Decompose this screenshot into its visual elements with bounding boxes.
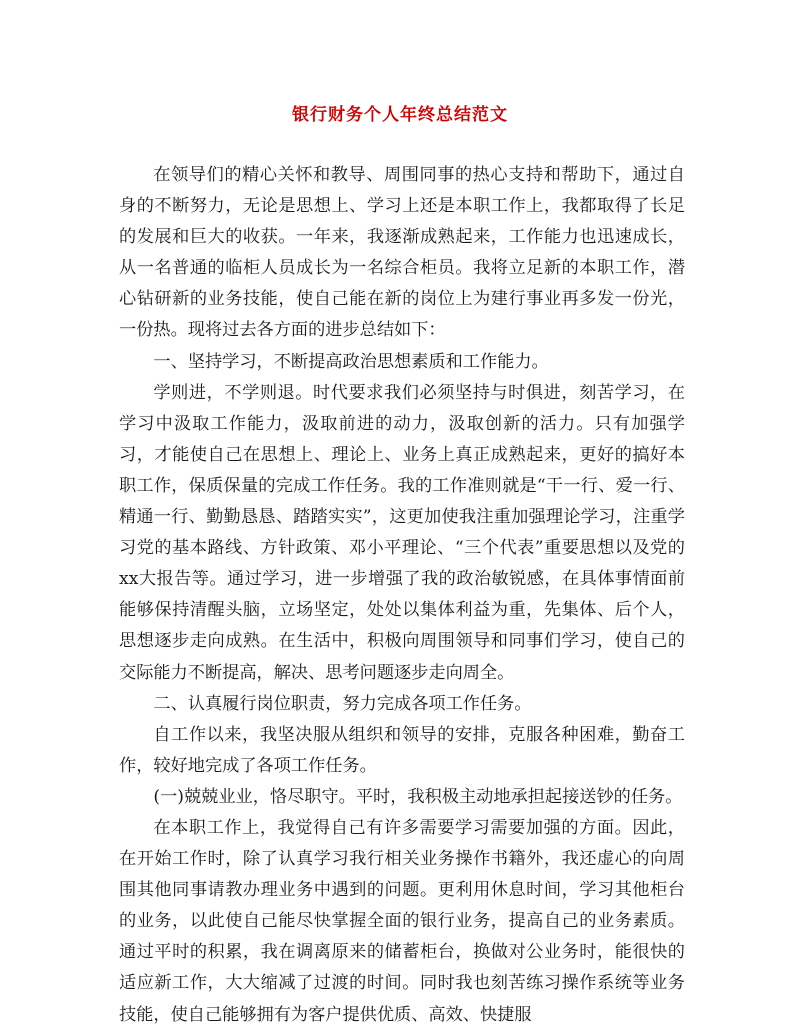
paragraph-duty: 在本职工作上，我觉得自己有许多需要学习需要加强的方面。因此，在开始工作时，除了认真学习我行相关业务操作书籍外，我还虚心的向周围其他同事请教办理业务中遇到的问题。更利用休息时间，学习其他柜台的业务，以此使自己能尽快掌握全面的银行业务，提高自己的业务素质。通过平时的积累，我在调离原来的储蓄柜台，换做对公业务时，能很快的适应新工作，大大缩减了过渡的时间。同时我也刻苦练习操作系统等业务技能，使自己能够拥有为客户提供优质、高效、快捷服: [119, 817, 685, 1025]
paragraph-intro: 在领导们的精心关怀和教导、周围同事的热心支持和帮助下，通过自身的不断努力，无论是思想上、学习上还是本职工作上，我都取得了长足的发展和巨大的收获。一年来，我逐渐成熟起来，工作能力也迅速成长，从一名普通的临柜人员成长为一名综合柜员。我将立足新的本职工作，潜心钻研新的业务技能，使自己能在新的岗位上为建行事业再多发一份光，一份热。现将过去各方面的进步总结如下：: [119, 165, 685, 341]
document-body: [119, 160, 685, 1031]
paragraph-study: 学则进，不学则退。时代要求我们必须坚持与时俱进，刻苦学习，在学习中汲取工作能力，汲取前进的动力，汲取创新的活力。只有加强学习，才能使自己在思想上、理论上、业务上真正成熟起来，更好的搞好本职工作，保质保量的完成工作任务。我的工作准则就是“干一行、爱一行、精通一行、勤勤恳恳、踏踏实实”，这更加使我注重加强理论学习，注重学习党的基本路线、方针政策、邓小平理论、“三个代表”重要思想以及党的xx大报告等。通过学习，进一步增强了我的政治敏锐感，在具体事情面前能够保持清醒头脑，立场坚定，处处以集体利益为重，先集体、后个人，思想逐步走向成熟。在生活中，积极向周围领导和同事们学习，使自己的交际能力不断提高，解决、思考问题逐步走向周全。: [119, 382, 685, 683]
paragraph-work: 自工作以来，我坚决服从组织和领导的安排，克服各种困难，勤奋工作，较好地完成了各项工作任务。: [119, 724, 685, 776]
heading-section-2: 二、认真履行岗位职责，努力完成各项工作任务。: [153, 693, 532, 714]
subheading-diligence: (一)兢兢业业，恪尽职守。平时，我积极主动地承担起接送钞的任务。: [153, 786, 683, 807]
heading-section-1: 一、坚持学习，不断提高政治思想素质和工作能力。: [153, 351, 549, 372]
document-title: 银行财务个人年终总结范文: [292, 105, 508, 125]
